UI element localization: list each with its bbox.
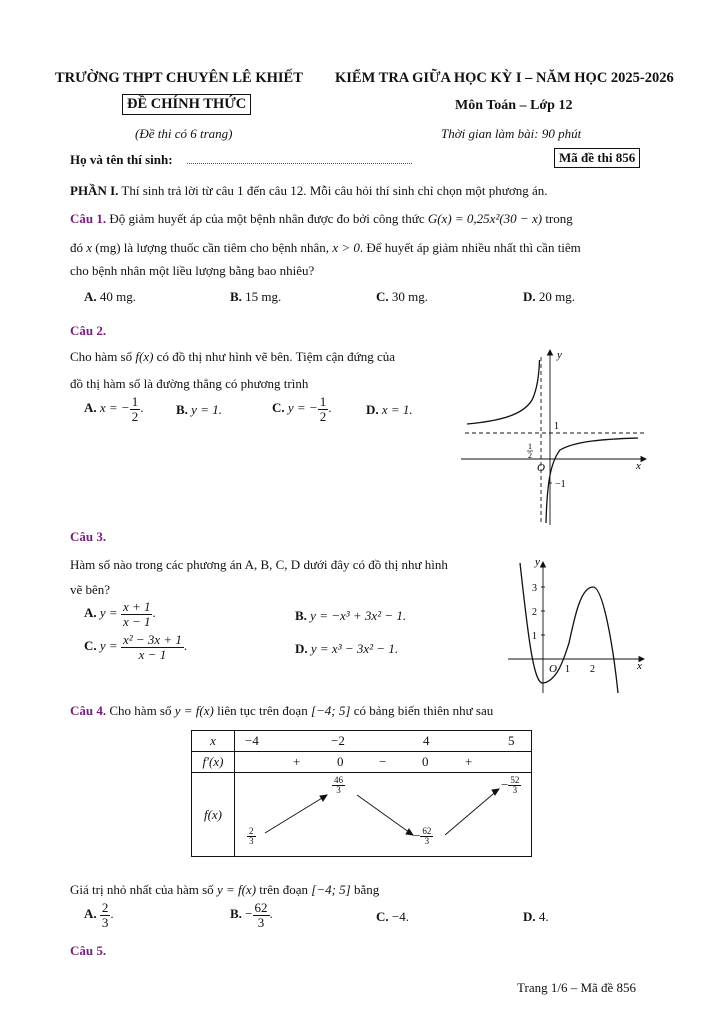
option-key: B. (176, 402, 188, 417)
frac-den: 3 (257, 914, 265, 930)
option-text: y = − (287, 400, 318, 416)
option-text: x = − (99, 400, 130, 416)
graph-tick-2: 2 (532, 607, 537, 618)
exam-code-box: Mã đề thi 856 (554, 148, 640, 168)
q3-option-c[interactable]: C. y = $\frac{\text{x² − 3x + 1}}{x - 1}$ . (84, 632, 188, 662)
option-text: 4. (538, 909, 549, 924)
q3-option-b[interactable] (295, 608, 406, 624)
q2-func: f(x) (135, 349, 154, 364)
graph-left-branch (467, 360, 540, 424)
frac-num: 2 (101, 900, 109, 915)
q2-option-b[interactable] (176, 402, 222, 418)
q4-text: Cho hàm số (109, 703, 172, 718)
vt-arrowhead (320, 795, 327, 801)
official-badge: ĐỀ CHÍNH THỨC (122, 94, 251, 115)
frac-den: 2 (319, 408, 327, 424)
q4-option-d[interactable] (523, 909, 549, 925)
option-key: C. (84, 638, 97, 654)
q1-text: đó (70, 240, 83, 255)
q1-label: Câu 1. (70, 211, 107, 226)
y-arrow (548, 350, 553, 355)
y-arrow (541, 562, 546, 567)
vt-fp-sign: − (379, 754, 387, 769)
vt-fp-sign: + (293, 754, 301, 769)
school-name: TRƯỜNG THPT CHUYÊN LÊ KHIẾT (55, 70, 303, 86)
vt-x-value: 4 (423, 733, 430, 748)
q5-label: Câu 5. (70, 943, 107, 958)
frac-num: x + 1 (122, 599, 151, 614)
option-text: y = −x³ + 3x² − 1. (310, 608, 407, 623)
vt-fp-sign: + (465, 754, 473, 769)
frac-num: 1 (319, 394, 327, 409)
part1-label: PHẦN I. (70, 183, 119, 198)
vt-x-label: x (192, 731, 235, 752)
q4-text: trên đoạn (259, 882, 309, 897)
frac-num: 62 (422, 826, 432, 836)
option-key: C. (376, 909, 389, 924)
option-key: B. (230, 289, 242, 304)
minus-sign: − (413, 827, 421, 843)
time-note: Thời gian làm bài: 90 phút (441, 126, 582, 141)
option-text: x = 1. (381, 402, 413, 417)
q4-text: có bảng biến thiên như sau (353, 703, 494, 718)
graph-y-label: y (535, 556, 540, 568)
graph-xtick-1: 1 (565, 664, 570, 675)
vt-f-label: f(x) (192, 773, 235, 857)
minus-sign: − (245, 906, 253, 922)
q4-text: Giá trị nhỏ nhất của hàm số (70, 882, 214, 897)
frac-den: 3 (249, 836, 254, 847)
student-name-field[interactable] (187, 162, 412, 164)
page-footer: Trang 1/6 – Mã đề 856 (517, 980, 637, 995)
variation-table (191, 730, 532, 857)
option-text: 20 mg. (538, 289, 576, 304)
frac-num: 62 (254, 900, 268, 915)
q4-func: y = f(x) (174, 703, 214, 718)
option-text: 40 mg. (99, 289, 137, 304)
q3-option-d[interactable] (295, 641, 398, 657)
vt-f-row (235, 773, 532, 857)
graph-half-num: 1 (528, 442, 532, 451)
q2-label: Câu 2. (70, 323, 107, 338)
frac-num: x² − 3x + 1 (122, 632, 182, 647)
q1-option-d[interactable] (523, 289, 575, 305)
q3-line2: vẽ bên? (70, 582, 111, 597)
q1-option-a[interactable] (84, 289, 136, 305)
q1-text-end: trong (545, 211, 573, 226)
option-text: −4. (391, 909, 409, 924)
frac-den: x − 1 (138, 646, 167, 662)
q2-text: có đồ thị như hình vẽ bên. Tiệm cận đứng của (156, 349, 395, 364)
q1-line2 (70, 240, 581, 256)
q2-option-c[interactable]: C. y = − $\frac{1}{2}$ . (272, 394, 332, 424)
q1-line1 (70, 211, 573, 227)
q3-line1: Hàm số nào trong các phương án A, B, C, D dưới đây có đồ thị như hình (70, 557, 448, 572)
q4-text: bằng (354, 882, 380, 897)
option-key: A. (84, 605, 97, 621)
q1-line3: cho bệnh nhân một liều lượng bằng bao nhiêu? (70, 263, 315, 278)
option-text: 15 mg. (245, 289, 282, 304)
option-text: y = (99, 638, 118, 654)
vt-fp-label: f′(x) (192, 752, 235, 773)
frac-num: 1 (131, 394, 139, 409)
option-text: y = (99, 605, 118, 621)
graph-y-label: y (557, 349, 562, 361)
vt-x-value: 5 (508, 733, 515, 748)
vt-f-max (332, 776, 345, 796)
q2-line2: đồ thị hàm số là đường thẳng có phương trình (70, 376, 309, 391)
vt-arrowhead (406, 829, 413, 835)
option-key: D. (523, 909, 536, 924)
graph-origin: O (549, 663, 557, 675)
q4-option-a[interactable]: A. $\frac{2}{3}$ . (84, 900, 114, 930)
frac-den: 2 (131, 408, 139, 424)
part1-instructions (70, 183, 547, 199)
graph-tick-1: 1 (554, 421, 559, 432)
q4-label: Câu 4. (70, 703, 107, 718)
frac-den: 3 (336, 785, 341, 796)
q4-interval: [−4; 5] (310, 703, 351, 718)
option-key: B. (295, 608, 307, 623)
graph-tick-minus1: −1 (555, 479, 566, 490)
subject-line: Môn Toán – Lớp 12 (455, 98, 573, 113)
exam-title: KIỂM TRA GIỮA HỌC KỲ I – NĂM HỌC 2025-2026 (335, 70, 674, 86)
option-key: D. (366, 402, 379, 417)
vt-x-row (235, 731, 532, 752)
q4-option-b[interactable]: B. − $\frac{62}{3}$ . (230, 900, 273, 930)
graph-half-den: 2 (528, 451, 532, 460)
q1-var: x (86, 240, 93, 255)
frac-num: 2 (249, 826, 254, 836)
q1-option-c[interactable] (376, 289, 428, 305)
vt-fp-zero: 0 (337, 754, 344, 769)
pages-note: (Đề thi có 6 trang) (135, 126, 233, 141)
frac-den: x − 1 (122, 613, 151, 629)
vt-arrow-up (265, 795, 327, 833)
option-key: D. (295, 641, 308, 656)
graph-xtick-2: 2 (590, 664, 595, 675)
q1-text: Độ giảm huyết áp của một bệnh nhân được đo bởi công thức (109, 211, 425, 226)
vt-arrow-up-2 (445, 789, 499, 835)
option-key: C. (272, 400, 285, 416)
graph-tick-3: 3 (532, 583, 537, 594)
option-key: A. (84, 400, 97, 416)
option-key: D. (523, 289, 536, 304)
q4-question (70, 882, 379, 898)
vt-x-value: −2 (331, 733, 345, 748)
graph-origin: O (537, 462, 545, 474)
vt-f-end (501, 776, 521, 796)
part1-text: Thí sinh trả lời từ câu 1 đến câu 12. Mỗi câu hỏi thí sinh chỉ chọn một phương án. (121, 183, 548, 198)
graph-x-label: x (637, 660, 642, 672)
graph-x-label: x (636, 460, 641, 472)
option-key: A. (84, 289, 97, 304)
q2-text: Cho hàm số (70, 349, 133, 364)
q3-label: Câu 3. (70, 529, 107, 544)
q2-option-d[interactable] (366, 402, 413, 418)
q4-option-c[interactable] (376, 909, 409, 925)
frac-den: 3 (512, 785, 518, 796)
q4-interval: [−4; 5] (311, 882, 351, 897)
vt-f-min (413, 827, 433, 847)
vt-fp-zero: 0 (422, 754, 429, 769)
q3-option-a[interactable]: A. y = $\frac{x + 1}{x - 1}$ . (84, 599, 156, 629)
frac-num: 52 (510, 775, 520, 785)
q1-text: . Để huyết áp giảm nhiều nhất thì cần tiêm (359, 240, 581, 255)
frac-den: 3 (424, 836, 430, 847)
vt-arrows (235, 773, 535, 857)
frac-den: 3 (101, 914, 109, 930)
q3-graph (503, 555, 653, 697)
option-text: y = 1. (191, 402, 222, 417)
vt-arrow-down (357, 795, 413, 835)
x-arrow (641, 457, 646, 462)
q4-text: liên tục trên đoạn (217, 703, 308, 718)
q2-line1 (70, 349, 395, 365)
option-key: A. (84, 906, 97, 922)
q2-option-a[interactable]: A. x = − $\frac{1}{2}$ . (84, 394, 144, 424)
option-text: y = x³ − 3x² − 1. (310, 641, 399, 656)
vt-f-start (247, 827, 256, 847)
q1-option-b[interactable] (230, 289, 281, 305)
vt-x-value: −4 (245, 733, 259, 748)
graph-tick-1: 1 (532, 631, 537, 642)
option-text: 30 mg. (391, 289, 429, 304)
option-key: C. (376, 289, 389, 304)
q4-stem (70, 703, 493, 719)
q2-graph (455, 345, 655, 530)
option-key: B. (230, 906, 242, 922)
frac-num: 46 (334, 775, 343, 785)
student-name-label: Họ và tên thí sinh: (70, 152, 173, 167)
q1-condition: x > 0 (332, 240, 360, 255)
minus-sign: − (501, 776, 509, 792)
q1-text: (mg) là lượng thuốc cần tiêm cho bệnh nhân, (95, 240, 330, 255)
q1-formula: G(x) = 0,25x²(30 − x) (427, 211, 543, 226)
q4-func: y = f(x) (216, 882, 257, 897)
vt-fp-row (235, 752, 532, 773)
